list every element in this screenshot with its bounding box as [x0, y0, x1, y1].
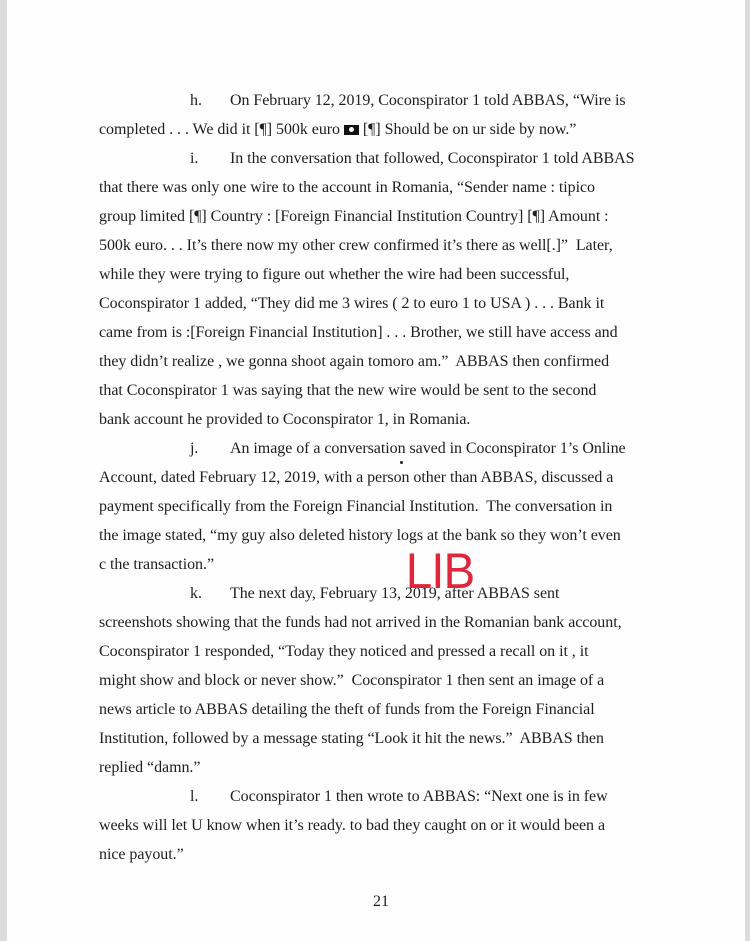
paragraph-line: news article to ABBAS detailing the theft of funds from the Foreign Financial [99, 701, 595, 718]
paragraph-j-line-1: j. An image of a conversation saved in Coconspirator 1’s Online [190, 440, 626, 457]
paragraph-line: bank account he provided to Coconspirator 1, in Romania. [99, 411, 471, 428]
paragraph-h-line-1: h. On February 12, 2019, Coconspirator 1 told ABBAS, “Wire is [190, 92, 626, 109]
paragraph-line: Coconspirator 1 responded, “Today they noticed and pressed a recall on it , it [99, 643, 589, 660]
paragraph-l-line-1: l. Coconspirator 1 then wrote to ABBAS: “Next one is in few [190, 788, 608, 805]
paragraph-line: Account, dated February 12, 2019, with a person other than ABBAS, discussed a [99, 469, 614, 486]
paragraph-line: while they were trying to figure out whether the wire had been successful, [99, 266, 570, 283]
paragraph-line: c the transaction.” [99, 556, 214, 573]
paragraph-line: Coconspirator 1 added, “They did me 3 wires ( 2 to euro 1 to USA ) . . . Bank it [99, 295, 605, 312]
lib-watermark: LIB [405, 543, 475, 599]
paragraph-line: screenshots showing that the funds had not arrived in the Romanian bank account, [99, 614, 622, 631]
paragraph-label: k. [190, 585, 202, 602]
page-number: 21 [373, 893, 389, 910]
paragraph-label: l. [190, 788, 199, 805]
paragraph-label: h. [190, 92, 202, 109]
paragraph-line: replied “damn.” [99, 759, 201, 776]
paragraph-h-line-2: completed . . . We did it [¶] 500k euro [¶] Should be on ur side by now.” [99, 121, 577, 138]
paragraph-line: came from is :[Foreign Financial Institution] . . . Brother, we still have access and [99, 324, 618, 341]
paragraph-line: might show and block or never show.” Coconspirator 1 then sent an image of a [99, 672, 605, 689]
paragraph-line: the image stated, “my guy also deleted history logs at the bank so they won’t even [99, 527, 621, 544]
paragraph-line: they didn’t realize , we gonna shoot again tomoro am.” ABBAS then confirmed [99, 353, 610, 370]
paragraph-line: group limited [¶] Country : [Foreign Financial Institution Country] [¶] Amount : [99, 208, 609, 225]
paragraph-line: payment specifically from the Foreign Financial Institution. The conversation in [99, 498, 613, 515]
paragraph-line: that there was only one wire to the account in Romania, “Sender name : tipico [99, 179, 595, 196]
paragraph-line: weeks will let U know when it’s ready. to bad they caught on or it would been a [99, 817, 606, 834]
stray-dot [400, 461, 403, 464]
document-page [7, 0, 745, 941]
paragraph-line: Institution, followed by a message stating “Look it hit the news.” ABBAS then [99, 730, 604, 747]
paragraph-line: nice payout.” [99, 846, 184, 863]
paragraph-label: j. [190, 440, 199, 457]
paragraph-label: i. [190, 150, 199, 167]
paragraph-line: that Coconspirator 1 was saying that the new wire would be sent to the second [99, 382, 597, 399]
paragraph-k-line-1: k. The next day, February 13, 2019, after ABBAS sent [190, 585, 560, 602]
paragraph-i-line-1: i. In the conversation that followed, Coconspirator 1 told ABBAS [190, 150, 635, 167]
paragraph-line: 500k euro. . . It’s there now my other crew confirmed it’s there as well[.]” Later, [99, 237, 613, 254]
money-emoji-icon [344, 125, 359, 135]
